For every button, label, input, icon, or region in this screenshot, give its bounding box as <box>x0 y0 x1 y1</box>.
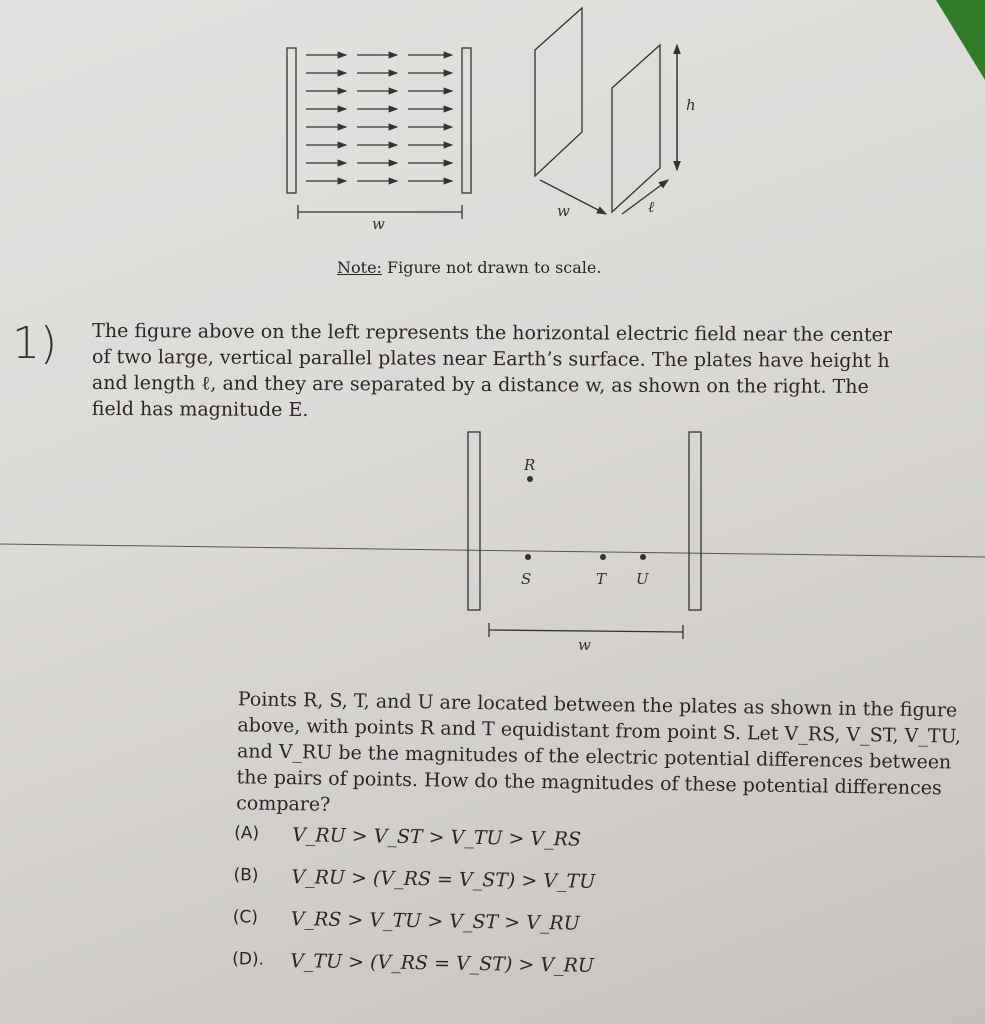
back-plate <box>535 8 582 176</box>
w-label-left: w <box>372 215 385 233</box>
point-S <box>525 554 531 560</box>
figure-note <box>337 258 601 277</box>
field-arrows <box>306 55 452 181</box>
w-label-mid: w <box>578 636 591 654</box>
front-plate <box>612 45 660 212</box>
choice-b-text: V_RU > (V_RS = V_ST) > V_TU <box>291 866 596 893</box>
choice-b-label: (B) <box>233 865 259 886</box>
point-dots <box>525 476 646 560</box>
choice-a-text: V_RU > V_ST > V_TU > V_RS <box>291 824 582 851</box>
perspective-plates <box>535 8 677 214</box>
h-label: h <box>686 96 696 114</box>
choice-d[interactable] <box>232 949 594 997</box>
paragraph-1: The figure above on the left represents the horizontal electric field near the center of two large, vertical parallel plates near Earth’s surface. The plates have height h and length ℓ, and they are separated by a distance w, as shown on the right. The field has magnitude E. <box>91 319 893 422</box>
label-T: T <box>596 570 607 588</box>
l-label: ℓ <box>648 198 655 216</box>
ground-line <box>0 544 985 557</box>
choice-d-label: (D). <box>232 949 265 970</box>
point-U <box>640 554 646 560</box>
label-U: U <box>636 570 649 588</box>
note-text: Figure not drawn to scale. <box>381 258 602 277</box>
field-diagram <box>287 48 471 219</box>
label-R: R <box>524 456 536 474</box>
choice-c[interactable] <box>232 907 594 955</box>
right-plate-top <box>462 48 471 193</box>
choice-a[interactable] <box>234 823 596 871</box>
question-number: 1) <box>12 318 58 369</box>
note-prefix: Note: <box>337 258 382 277</box>
choice-c-label: (C) <box>232 907 259 928</box>
left-plate-top <box>287 48 296 193</box>
points-diagram <box>0 432 985 639</box>
choice-b[interactable] <box>233 865 595 913</box>
label-S: S <box>521 570 532 588</box>
paragraph-2: Points R, S, T, and U are located between the plates as shown in the figure above, with points R and T equidistant from point S. Let V_RS, V_ST, V_TU, and V_RU be the magnitudes of the electric potential differences between the pairs of points. How do the magnitudes of these potential differences compare? <box>236 688 962 816</box>
point-T <box>600 554 606 560</box>
choice-c-text: V_RS > V_TU > V_ST > V_RU <box>290 908 580 935</box>
choice-d-text: V_TU > (V_RS = V_ST) > V_RU <box>290 950 595 977</box>
right-plate-mid <box>689 432 701 610</box>
choice-a-label: (A) <box>234 823 260 844</box>
w-dimension-mid <box>489 630 683 632</box>
point-R <box>527 476 533 482</box>
w-label-right: w <box>557 202 570 220</box>
answer-choices <box>232 823 596 997</box>
left-plate-mid <box>468 432 480 610</box>
